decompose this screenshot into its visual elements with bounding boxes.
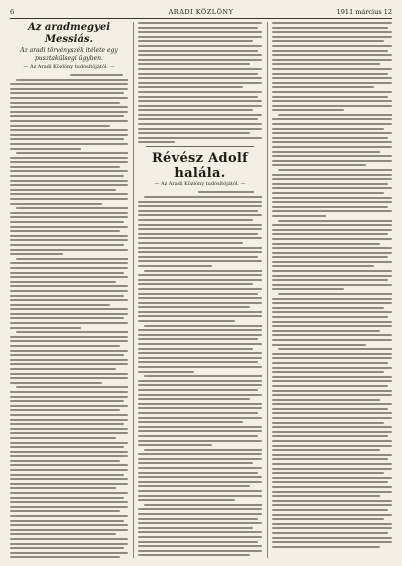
article-body-text xyxy=(138,22,262,143)
article-subtitle: Az aradi törvényszék itélete egy pusztakülsegi ügyben. xyxy=(20,47,118,62)
article-byline: — Az Aradi Közlöny tudósítójától. — xyxy=(154,181,246,188)
article-header xyxy=(10,22,128,71)
column-3 xyxy=(272,22,392,560)
page-header xyxy=(10,6,392,19)
column-divider xyxy=(133,22,134,558)
article-body-text xyxy=(272,22,392,548)
article-title: Révész Adolf halála. xyxy=(151,151,249,182)
column-divider xyxy=(267,22,268,558)
page-number: 6 xyxy=(10,8,15,16)
article-header xyxy=(138,151,262,188)
column-1 xyxy=(10,22,128,560)
article-body-text xyxy=(138,191,262,556)
newspaper-name: ARADI KÖZLÖNY xyxy=(168,8,234,16)
article-byline: — Az Aradi Közlöny tudósítójától. — xyxy=(23,64,115,70)
article-title: Az aradmegyei Messiás. xyxy=(27,22,111,45)
article-body-text xyxy=(10,74,128,560)
issue-date: 1911 március 12 xyxy=(336,8,392,16)
article-separator xyxy=(146,146,254,147)
column-2 xyxy=(138,22,262,560)
